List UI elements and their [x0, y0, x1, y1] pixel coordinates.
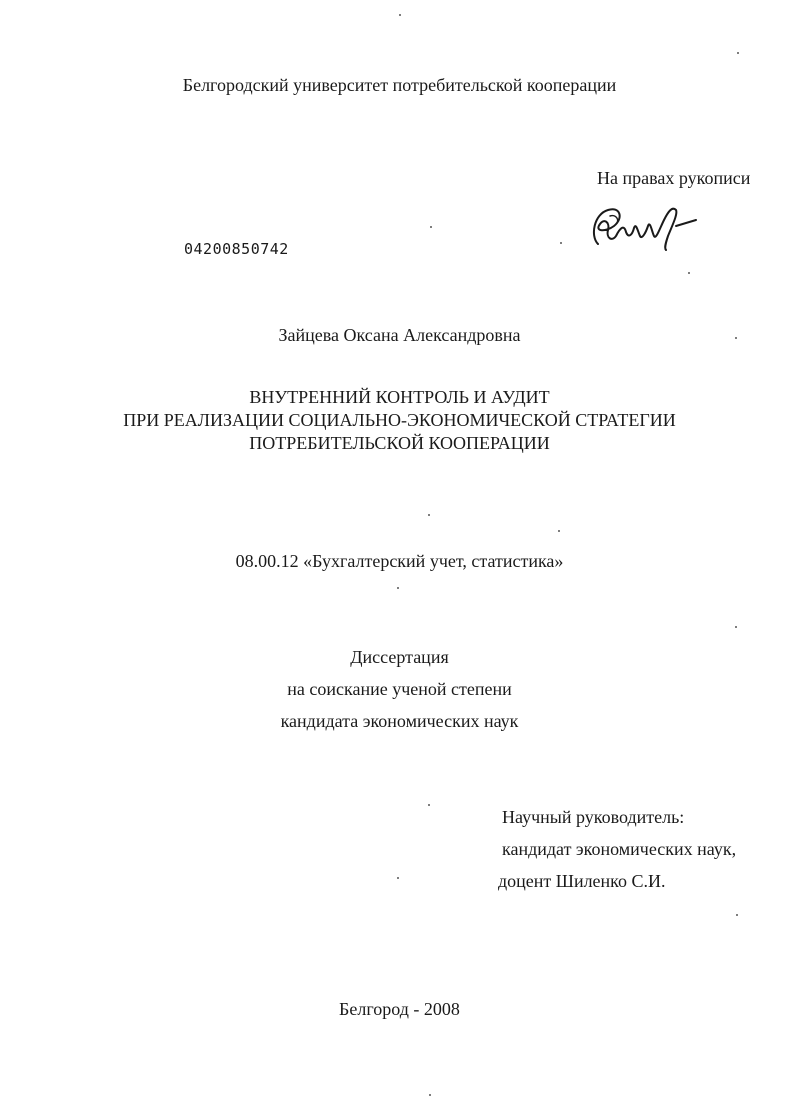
scan-speck	[737, 52, 739, 54]
scan-speck	[430, 226, 432, 228]
scan-speck	[736, 914, 738, 916]
author-name: Зайцева Оксана Александровна	[278, 325, 521, 345]
title-line-3: ПОТРЕБИТЕЛЬСКОЙ КООПЕРАЦИИ	[249, 433, 550, 453]
signature-image	[580, 196, 710, 256]
scan-speck	[428, 804, 430, 806]
scan-speck	[560, 242, 562, 244]
rights-note: На правах рукописи	[597, 168, 751, 188]
supervisor-name: доцент Шиленко С.И.	[498, 871, 666, 891]
scan-speck	[397, 877, 399, 879]
scan-speck	[428, 514, 430, 516]
university-name: Белгородский университет потребительской кооперации	[182, 75, 617, 95]
catalog-number: 04200850742	[184, 240, 289, 258]
scan-speck	[735, 626, 737, 628]
scan-speck	[735, 337, 737, 339]
scan-speck	[397, 587, 399, 589]
scan-speck	[399, 14, 401, 16]
degree-line-3: кандидата экономических наук	[280, 711, 519, 731]
title-line-2: ПРИ РЕАЛИЗАЦИИ СОЦИАЛЬНО-ЭКОНОМИЧЕСКОЙ СТРАТЕГИИ	[123, 410, 676, 430]
supervisor-degree: кандидат экономических наук,	[502, 839, 737, 859]
supervisor-label: Научный руководитель:	[502, 807, 685, 827]
degree-line-2: на соискание ученой степени	[287, 679, 512, 699]
specialty-code: 08.00.12 «Бухгалтерский учет, статистика»	[235, 551, 564, 571]
scan-speck	[558, 530, 560, 532]
scan-speck	[688, 272, 690, 274]
city-year: Белгород - 2008	[339, 999, 460, 1019]
degree-line-1: Диссертация	[350, 647, 449, 667]
title-line-1: ВНУТРЕННИЙ КОНТРОЛЬ И АУДИТ	[249, 387, 550, 407]
scan-speck	[429, 1094, 431, 1096]
